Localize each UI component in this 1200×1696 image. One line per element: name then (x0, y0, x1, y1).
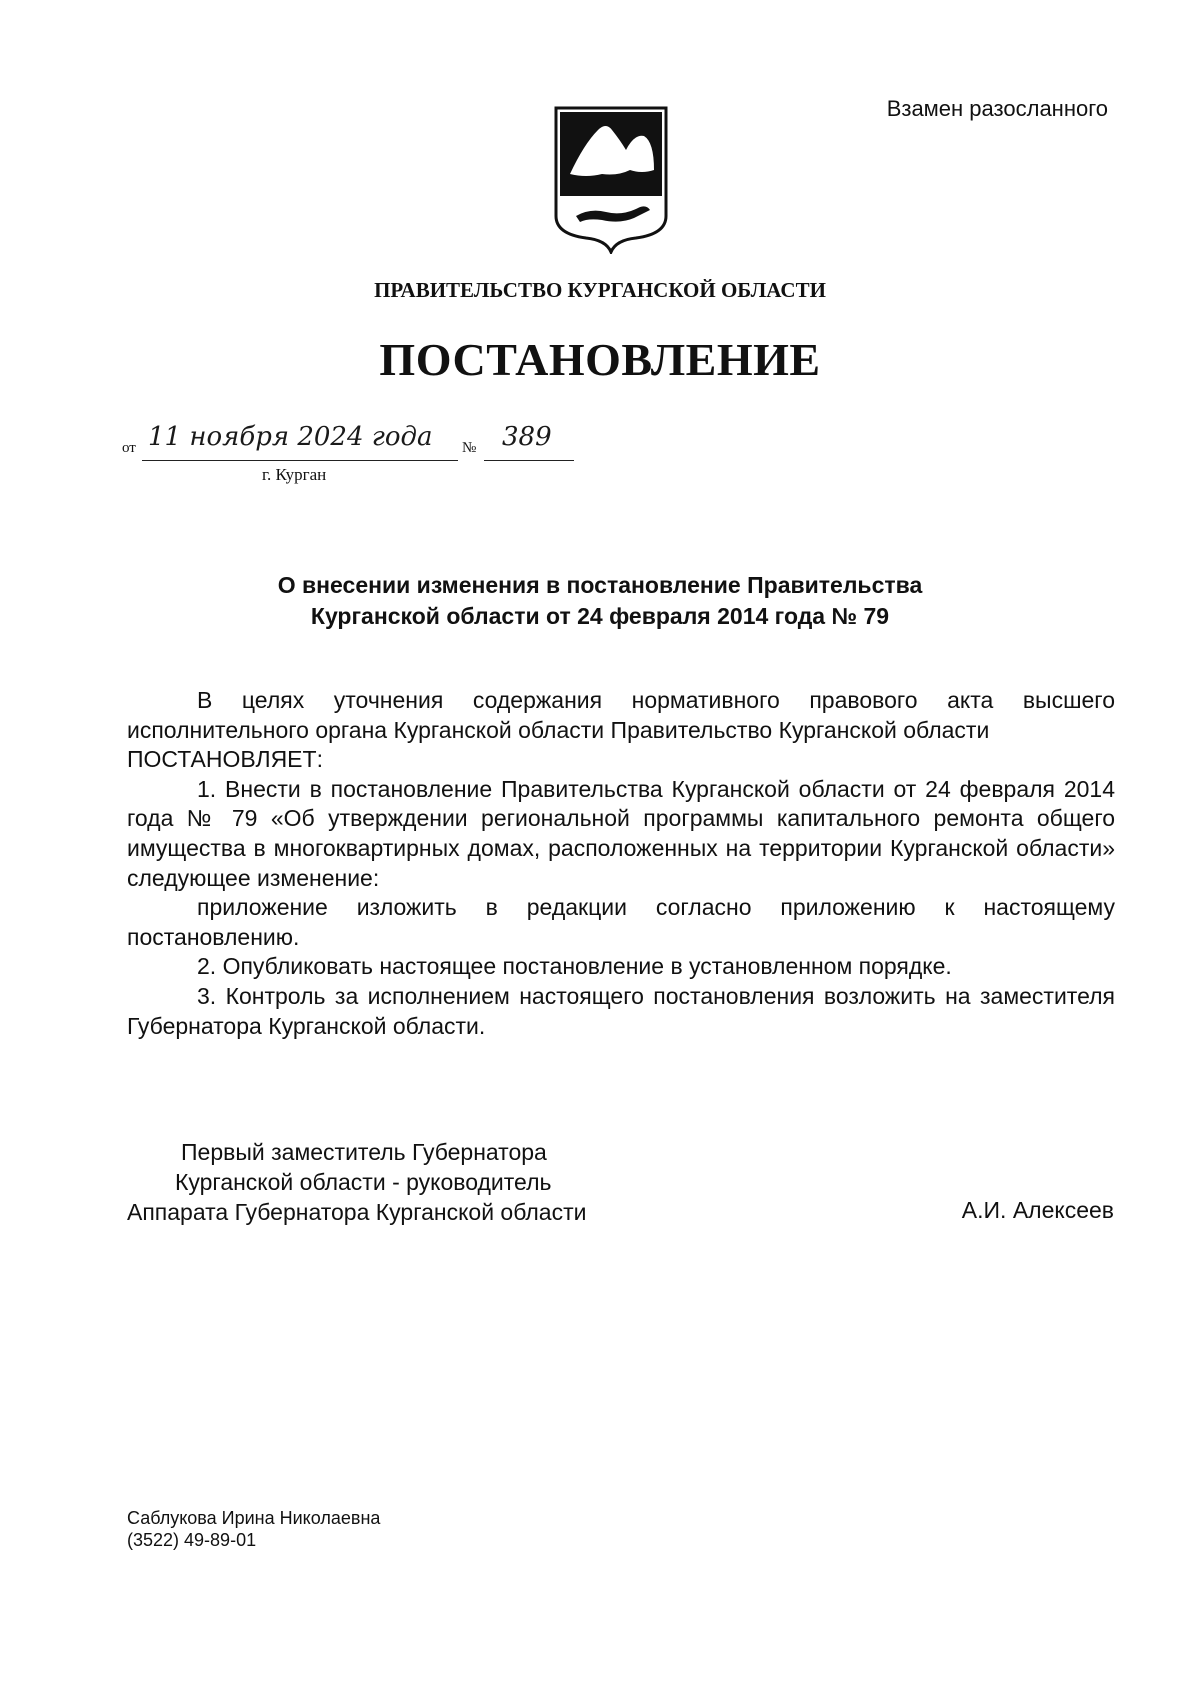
item-3-paragraph: 3. Контроль за исполнением настоящего постановления возложить на заместителя Губернатора Курганской области. (127, 982, 1115, 1039)
signer-position-line-3: Аппарата Губернатора Курганской области (127, 1199, 587, 1225)
number-prefix: № (462, 440, 477, 456)
number-handwritten: 389 (502, 422, 552, 452)
document-title (0, 570, 1200, 632)
organization-name: ПРАВИТЕЛЬСТВО КУРГАНСКОЙ ОБЛАСТИ (374, 278, 826, 302)
preamble-paragraph: В целях уточнения содержания нормативного правового акта высшего исполнительного органа Курганской области Правительство Курганской области (127, 687, 1115, 743)
executor-name: Саблукова Ирина Николаевна (127, 1508, 381, 1528)
document-type: ПОСТАНОВЛЕНИЕ (379, 334, 821, 385)
title-line-2: Курганской области от 24 февраля 2014 года № 79 (310, 603, 890, 629)
title-line-1: О внесении изменения в постановление Правительства (277, 572, 923, 598)
city: г. Курган (262, 465, 327, 484)
stamp-replacement-note: Взамен разосланного (886, 96, 1108, 121)
executor-phone: (3522) 49-89-01 (127, 1530, 257, 1550)
date-handwritten: 11 ноября 2024 года (148, 422, 433, 452)
date-prefix: от (122, 440, 136, 456)
item-1-sub-paragraph: приложение изложить в редакции согласно приложению к настоящему постановлению. (127, 894, 1115, 950)
signer-name: А.И. Алексеев (961, 1197, 1114, 1223)
signer-position-line-2: Курганской области - руководитель (175, 1169, 552, 1195)
coat-of-arms-icon (550, 104, 672, 254)
item-1-paragraph: 1. Внести в постановление Правительства Курганской области от 24 февраля 2014 года № 79 «Об утверждении региональной программы капитального ремонта общего имущества в многоквартирных домах, расположенных на территории Курганской области» следующее изменение: (127, 775, 1115, 891)
document-body (127, 686, 1115, 1041)
item-2-paragraph: 2. Опубликовать настоящее постановление в установленном порядке. (197, 953, 952, 980)
resolves-word: ПОСТАНОВЛЯЕТ: (127, 746, 323, 773)
date-number-row (122, 422, 642, 468)
signer-position (127, 1137, 586, 1227)
signer-position-line-1: Первый заместитель Губернатора (181, 1139, 547, 1165)
executor-contact (127, 1507, 380, 1551)
